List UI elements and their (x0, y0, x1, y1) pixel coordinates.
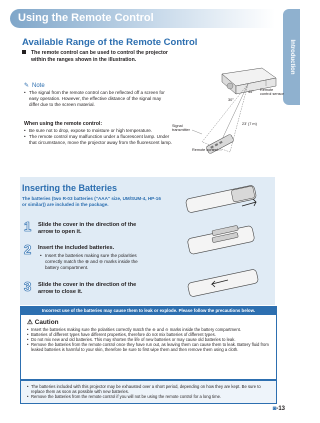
page-number (273, 406, 285, 412)
distance-label: 23' (7 m) (242, 122, 257, 126)
caution-item: • Remove the batteries from the remote control once they have run out, as leaving them can cause them to leak. Battery fluid from leaked batteries is harmful to your skin, therefore be sure to first wipe them and then remove them using a cloth. (27, 342, 271, 352)
angle-label-1: 30° (228, 98, 234, 102)
note-label (24, 82, 45, 89)
caution-label-text: Caution (34, 319, 59, 326)
step-text: Slide the cover in the direction of the arrow to open it. (38, 222, 137, 235)
note-item: • The signal from the remote control can be reflected off a screen for easy operation. However, the effective distance of the signal may differ due to the screen material. (24, 90, 169, 109)
range-lead (22, 50, 172, 64)
note-label-text: Note (32, 83, 45, 89)
when-item: • Be sure not to drop, expose to moisture or high temperature. (24, 128, 174, 134)
section-tab-label: Introduction (288, 39, 295, 75)
info-item: • Remove the batteries from the remote control if you will not be using the remote control for a long time. (27, 394, 273, 399)
battery-heading: Inserting the Batteries (22, 183, 118, 193)
caution-label (27, 318, 59, 326)
remote-close-illustration (187, 269, 258, 297)
section-tab (283, 9, 300, 105)
range-lead-line1: The remote control can be used to control the projector (31, 50, 168, 56)
warning-banner: Incorrect use of the batteries may cause them to leak or explode. Please follow the precautions below. (21, 307, 276, 315)
battery-insert-illustration (187, 225, 255, 254)
remote-control-label: Remote control (192, 148, 218, 152)
remote-sensor-label: Remote control sensor (260, 88, 284, 97)
note-body (24, 90, 169, 109)
page-number-text: -13 (276, 406, 285, 412)
caution-item: • Do not mix new and old batteries. This may shorten the life of new batteries or may cause old batteries to leak. (27, 337, 271, 342)
range-lead-line2: within the ranges shown in the illustration. (31, 57, 137, 63)
warning-triangle-icon: ⚠ (27, 319, 33, 326)
when-body (24, 128, 174, 147)
range-diagram (172, 64, 282, 156)
warning-box (20, 306, 277, 380)
note-icon: ✎ (24, 83, 30, 89)
info-box (20, 380, 277, 404)
title-bar (10, 9, 275, 28)
caution-list (27, 327, 271, 352)
remote-open-illustration (185, 185, 256, 213)
page-title: Using the Remote Control (18, 12, 154, 24)
step-number: 2 (24, 242, 32, 257)
caution-item: • Insert the batteries making sure the polarities correctly match the ⊕ and ⊖ marks inside the battery compartment. (27, 327, 271, 332)
step-text: Slide the cover in the direction of the arrow to close it. (38, 282, 137, 295)
info-list (27, 384, 273, 399)
step-number: 1 (24, 219, 32, 234)
projector-illustration (172, 64, 282, 156)
step-detail (40, 253, 140, 270)
step-detail-item: • Insert the batteries making sure the polarities correctly match the ⊕ and ⊖ marks inside the battery compartment. (40, 253, 140, 270)
square-bullet-icon (22, 50, 26, 54)
battery-subheading: The batteries (two R-03 batteries ("AAA" size, UM/SUM-4, HP-16 or similar)) are included in the package. (22, 196, 161, 207)
angle-label-2: 45° (248, 90, 254, 94)
signal-transmitter-label: Signal transmitter (172, 124, 190, 133)
battery-illustrations (176, 184, 272, 302)
caution-item: • Batteries of different types have different properties, therefore do not mix batteries of different types. (27, 332, 271, 337)
range-heading: Available Range of the Remote Control (22, 37, 198, 48)
step-number: 3 (24, 279, 32, 294)
step-text: Insert the included batteries. (38, 245, 115, 251)
when-item: • The remote control may malfunction under a fluorescent lamp. Under that circumstance, move the projector away from the fluorescent lamp. (24, 134, 174, 146)
when-heading: When using the remote control: (24, 121, 103, 127)
page-symbol-icon: ◙ (272, 406, 277, 412)
info-item: • The batteries included with this projector may be exhausted over a short period, depending on how they are kept. Be sure to replace them as soon as possible with new batteries. (27, 384, 273, 394)
